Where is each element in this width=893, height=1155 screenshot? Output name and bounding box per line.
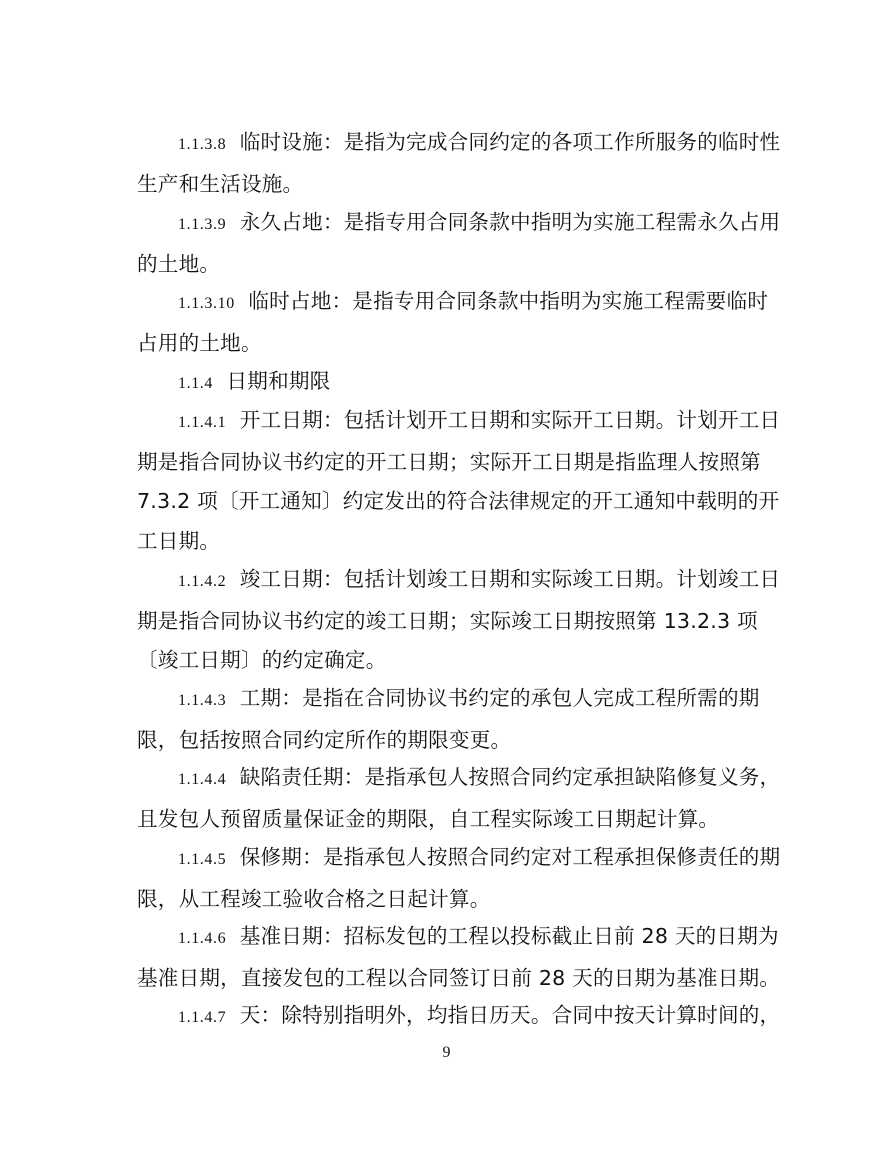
clause-1-1-4-5 — [137, 838, 787, 919]
clause-1-1-4-4 — [137, 758, 787, 839]
clause-text: 保修期：是指承包人按照合同约定对工程承担保修责任的期限，从工程竣工验收合格之日起计算。 — [137, 845, 781, 911]
clause-1-1-3-10 — [137, 282, 787, 363]
clause-1-1-3-8 — [137, 123, 787, 204]
clause-number: 1.1.3.10 — [178, 295, 235, 312]
section-number: 1.1.4 — [178, 375, 213, 392]
clause-1-1-4-3 — [137, 679, 787, 760]
page-number: 9 — [442, 1044, 451, 1061]
clause-text: 天：除特别指明外，均指日历天。合同中按天计算时间的， — [239, 1003, 781, 1027]
clause-number: 1.1.4.6 — [178, 930, 227, 947]
clause-text: 缺陷责任期：是指承包人按照合同约定承担缺陷修复义务，且发包人预留质量保证金的期限，自工程实际竣工日期起计算。 — [137, 765, 781, 831]
clause-number: 1.1.4.3 — [178, 692, 227, 709]
clause-number: 1.1.4.1 — [178, 414, 227, 431]
clause-number: 1.1.4.7 — [178, 1009, 227, 1026]
clause-number: 1.1.4.5 — [178, 851, 227, 868]
clause-1-1-4-6 — [137, 917, 787, 998]
clause-1-1-3-9 — [137, 203, 787, 284]
clause-number: 1.1.4.4 — [178, 771, 227, 788]
clause-number: 1.1.3.8 — [178, 136, 227, 153]
clause-text: 开工日期：包括计划开工日期和实际开工日期。计划开工日期是指合同协议书约定的开工日期；实际开工日期是指监理人按照第 7.3.2 项〔开工通知〕约定发出的符合法律规定的开工通知中载明的开工日期。 — [137, 408, 781, 553]
clause-text: 竣工日期：包括计划竣工日期和实际竣工日期。计划竣工日期是指合同协议书约定的竣工日期；实际竣工日期按照第 13.2.3 项〔竣工日期〕的约定确定。 — [137, 567, 781, 673]
section-title: 日期和期限 — [226, 369, 331, 393]
section-heading-1-1-4 — [137, 362, 787, 404]
clause-text: 临时设施：是指为完成合同约定的各项工作所服务的临时性生产和生活设施。 — [137, 130, 781, 196]
clause-text: 工期：是指在合同协议书约定的承包人完成工程所需的期限，包括按照合同约定所作的期限变更。 — [137, 686, 760, 752]
clause-1-1-4-7 — [137, 996, 787, 1038]
clause-1-1-4-2 — [137, 560, 787, 681]
clause-number: 1.1.4.2 — [178, 573, 227, 590]
clause-1-1-4-1 — [137, 401, 787, 561]
clause-text: 永久占地：是指专用合同条款中指明为实施工程需永久占用的土地。 — [137, 210, 781, 276]
clause-text: 基准日期：招标发包的工程以投标截止日前 28 天的日期为基准日期，直接发包的工程以合同签订日前 28 天的日期为基准日期。 — [137, 924, 781, 990]
clause-text: 临时占地：是指专用合同条款中指明为实施工程需要临时占用的土地。 — [137, 289, 769, 355]
clause-number: 1.1.3.9 — [178, 216, 227, 233]
